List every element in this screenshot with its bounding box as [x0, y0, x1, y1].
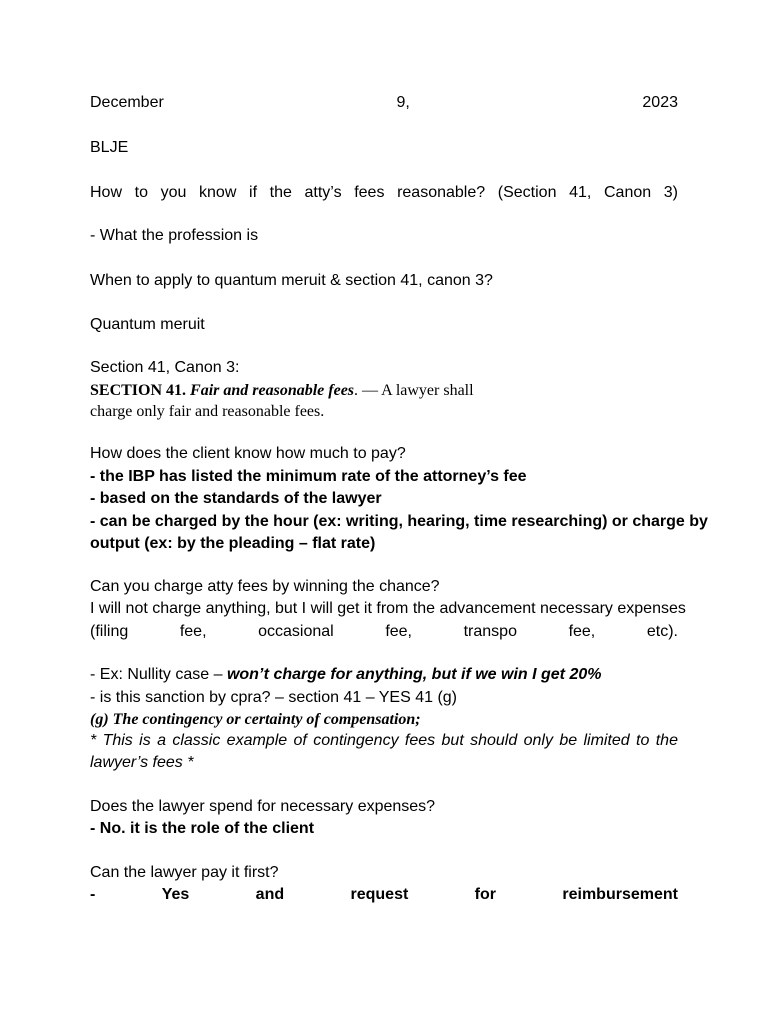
quantum-meruit-heading: Quantum meruit: [90, 316, 205, 333]
sanction-line: - is this sanction by cpra? – section 41 – YES 41 (g): [90, 689, 458, 706]
note-line1: * This is a classic example of contingency fees but should only be limited to the: [90, 732, 678, 749]
answer-by-hour: - can be charged by the hour (ex: writing, hearing, time researching) or charge by: [90, 513, 708, 530]
question-winning-chance: Can you charge atty fees by winning the chance?: [90, 578, 440, 595]
section-title: Fair and reasonable fees: [190, 382, 355, 399]
date-day: 9,: [396, 94, 410, 111]
answer-by-output: output (ex: by the pleading – flat rate): [90, 535, 376, 552]
example-emphasis: won’t charge for anything, but if we win I get 20%: [226, 666, 602, 683]
question-necessary-expenses: Does the lawyer spend for necessary expenses?: [90, 798, 436, 815]
subject-line: BLJE: [90, 139, 129, 156]
answer-ibp-rate: - the IBP has listed the minimum rate of the attorney’s fee: [90, 468, 527, 485]
answer-advancement-line1: I will not charge anything, but I will get it from the advancement necessary expenses: [90, 600, 686, 617]
section-heading: Section 41, Canon 3:: [90, 359, 240, 376]
section-label: SECTION 41.: [90, 382, 187, 399]
answer-standards: - based on the standards of the lawyer: [90, 490, 382, 507]
section-41-quote-line2: charge only fair and reasonable fees.: [90, 403, 325, 420]
question-fees-reasonable: How to you know if the atty’s fees reasonable? (Section 41, Canon 3): [90, 184, 678, 201]
answer-reimbursement: - Yes and request for reimbursement: [90, 886, 678, 903]
question-pay-first: Can the lawyer pay it first?: [90, 864, 279, 881]
contingency-clause: (g) The contingency or certainty of compensation;: [90, 711, 421, 728]
date-year: 2023: [642, 94, 678, 111]
date-month: December: [90, 94, 164, 111]
section-41-quote-line1: SECTION 41. Fair and reasonable fees. — A lawyer shall: [90, 382, 474, 399]
answer-advancement-line2: (filing fee, occasional fee, transpo fee, etc).: [90, 623, 678, 640]
date-line: [90, 92, 678, 114]
note-line2: lawyer’s fees *: [90, 754, 194, 771]
answer-profession: - What the profession is: [90, 227, 259, 244]
question-quantum-meruit: When to apply to quantum meruit & section 41, canon 3?: [90, 272, 493, 289]
question-how-much-to-pay: How does the client know how much to pay?: [90, 445, 406, 462]
example-nullity-case: - Ex: Nullity case – won’t charge for anything, but if we win I get 20%: [90, 666, 602, 683]
answer-role-of-client: - No. it is the role of the client: [90, 820, 315, 837]
